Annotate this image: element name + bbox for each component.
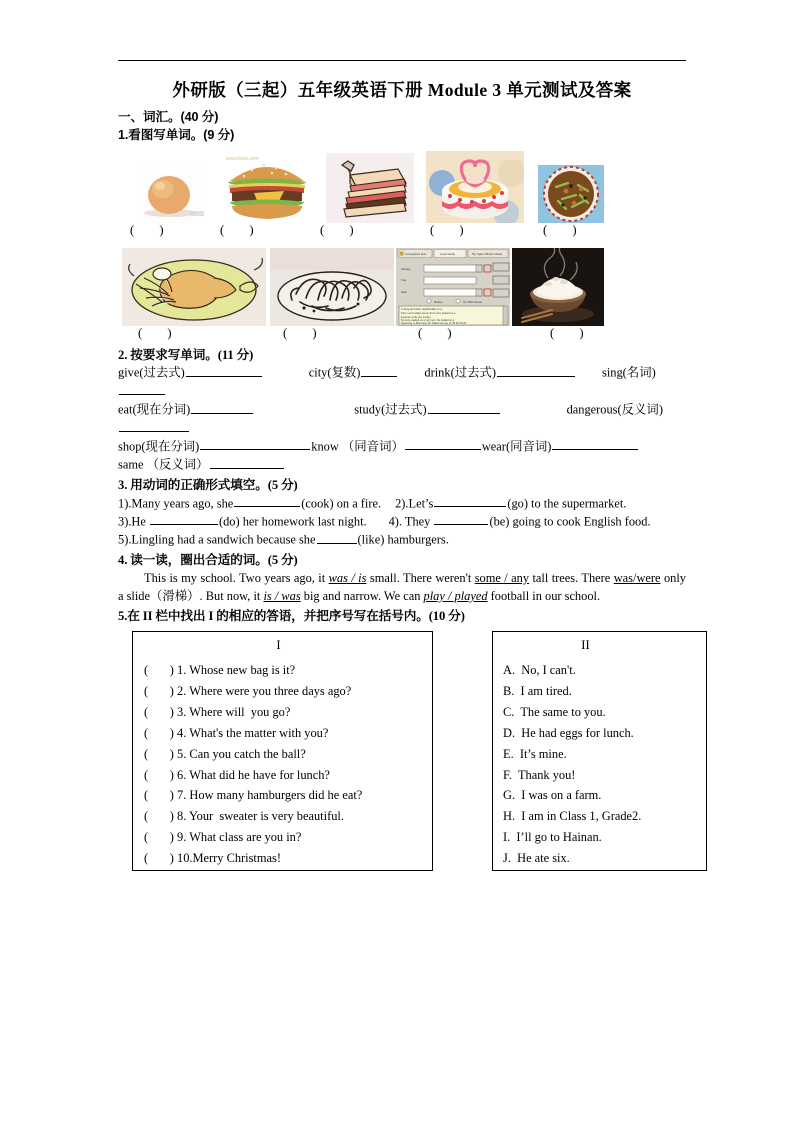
q4-text-part-4: only a slide（滑梯）. But now, it	[118, 570, 686, 603]
answer-blank-egg[interactable]: ( )	[130, 222, 164, 237]
q3-blank-1[interactable]	[234, 495, 300, 507]
q2-word-know: know	[311, 439, 339, 454]
svg-text:Native: Native	[434, 299, 443, 304]
answer-blank-sandwich[interactable]: ( )	[320, 222, 354, 237]
list-item[interactable]: A. No, I can't.	[503, 663, 576, 678]
q2-blank-eat[interactable]	[191, 401, 253, 413]
q2-word-dangerous: dangerous	[566, 402, 618, 417]
picture-soup	[538, 165, 604, 223]
picture-row-2	[118, 248, 686, 326]
picture-fish-and-chips	[122, 248, 266, 326]
q2-word-study: study	[354, 402, 382, 417]
picture-sandwich	[326, 153, 414, 223]
question-5-heading: 5.在 II 栏中找出 I 的相应的答语，并把序号写在括号内。(10 分)	[118, 608, 465, 623]
q3-line-1	[118, 495, 686, 513]
q3-blank-3[interactable]	[150, 513, 218, 525]
svg-text:Returning to Mac have for Sall: Returning to Mac have for Sallied ste are 12 00 40 44 20	[401, 321, 467, 325]
q2-blank-drink[interactable]	[497, 364, 575, 376]
q2-word-city: city	[308, 365, 328, 380]
q3-item-5-after: (like) hamburgers.	[357, 532, 449, 547]
q3-item-2-num: 2).	[395, 496, 409, 510]
q4-choice-1[interactable]: was / is	[328, 570, 367, 585]
q3-item-2-after: (go) to the supermarket.	[507, 496, 627, 510]
picture-egg	[136, 161, 208, 223]
q2-blank-shop[interactable]	[200, 438, 310, 450]
svg-text:My Spam Block Check: My Spam Block Check	[472, 251, 503, 256]
svg-text:Tue: Tue	[401, 277, 407, 282]
header-rule	[118, 60, 686, 61]
page-title: 外研版（三起）五年级英语下册 Module 3 单元测试及答案	[172, 80, 632, 100]
q2-form-dangerous: (反义词)	[617, 402, 663, 417]
question-3-heading: 3. 用动词的正确形式填空。(5 分)	[118, 477, 298, 492]
q2-blank-wear[interactable]	[552, 438, 638, 450]
q2-form-know: （同音词）	[341, 439, 404, 454]
answer-blank-software-dialog[interactable]: ( )	[418, 325, 452, 340]
q2-line-1	[118, 364, 686, 401]
answer-blank-soup[interactable]: ( )	[543, 222, 577, 237]
q3-item-4-before: They	[404, 514, 431, 529]
q2-form-shop: (现在分词)	[141, 439, 200, 454]
list-item[interactable]: F. Thank you!	[503, 767, 576, 782]
q2-line-2	[118, 401, 686, 438]
q4-text-part-5: big and narrow. We can	[300, 588, 424, 603]
q3-line-3	[118, 531, 686, 549]
q4-text-part-2: small. There weren't	[366, 570, 475, 585]
q3-item-5-num: 5).	[118, 532, 132, 547]
q2-blank-sing[interactable]	[119, 383, 165, 395]
svg-text:Sam: Sam	[401, 289, 408, 294]
list-item[interactable]: B. I am tired.	[503, 684, 572, 699]
answer-blank-rice[interactable]: ( )	[550, 325, 584, 340]
q2-blank-give[interactable]	[186, 364, 262, 376]
q2-blank-dangerous[interactable]	[119, 420, 189, 432]
q3-item-4-num: 4).	[388, 514, 403, 529]
picture-hamburger	[218, 151, 316, 223]
picture-row-1-answers	[118, 223, 686, 242]
list-item[interactable]: ( ) 6. What did he have for lunch?	[144, 767, 330, 782]
q3-item-2-before: Let’s	[408, 496, 434, 510]
svg-text:Express verify you sneigo: Express verify you sneigo	[401, 315, 431, 319]
svg-text:Is Drag and other rapidfire/fa: Is Drag and other rapidfire/fast on q	[401, 307, 442, 311]
list-item[interactable]: ( ) 7. How many hamburgers did he eat?	[144, 788, 363, 803]
answer-blank-fish-and-chips[interactable]: ( )	[138, 325, 172, 340]
q3-item-4-after: (be) going to cook English food.	[489, 514, 651, 529]
q2-word-give: give	[118, 365, 140, 380]
answer-blank-hamburger[interactable]: ( )	[220, 222, 254, 237]
section-1-heading: 一、词汇。(40 分)	[118, 109, 219, 124]
q2-form-sing: (名词)	[622, 365, 656, 380]
question-2-heading: 2. 按要求写单词。(11 分)	[118, 347, 254, 362]
svg-text:www.food.com: www.food.com	[226, 155, 259, 162]
list-item[interactable]: H. I am in Class 1, Grade2.	[503, 809, 642, 824]
q4-choice-2[interactable]: some / any	[474, 570, 530, 585]
list-item[interactable]: ( ) 4. What's the matter with you?	[144, 725, 329, 740]
q2-line-4	[118, 456, 686, 474]
q2-word-eat: eat	[118, 402, 133, 417]
list-item[interactable]: E. It’s mine.	[503, 746, 567, 761]
svg-text:Always: Always	[401, 266, 411, 271]
q3-item-5-before: Lingling had a sandwich because she	[131, 532, 316, 547]
q2-word-drink: drink	[424, 365, 451, 380]
list-item[interactable]: ( ) 9. What class are you in?	[144, 830, 302, 845]
q4-text-part-6: football in our school.	[487, 588, 601, 603]
q4-choice-4[interactable]: is / was	[263, 588, 301, 603]
picture-rice	[512, 248, 604, 326]
q4-choice-5[interactable]: play / played	[423, 588, 488, 603]
picture-row-2-answers	[118, 326, 686, 345]
page-content	[118, 60, 686, 873]
list-item[interactable]: ( ) 1. Whose new bag is it?	[144, 663, 296, 678]
q4-choice-3[interactable]: was/were	[613, 570, 661, 585]
q2-form-wear: (同音词)	[505, 439, 552, 454]
list-item[interactable]: ( ) 5. Can you catch the ball?	[144, 746, 306, 761]
picture-noodles	[270, 248, 394, 326]
picture-software-dialog	[396, 248, 510, 326]
q2-word-shop: shop	[118, 439, 142, 454]
q3-item-1-before: Many years ago, she	[131, 496, 234, 510]
list-item[interactable]: ( ) 8. Your sweater is very beautiful.	[144, 809, 344, 824]
q2-form-drink: (过去式)	[450, 365, 497, 380]
q2-blank-study[interactable]	[428, 401, 500, 413]
list-item[interactable]: D. He had eggs for lunch.	[503, 725, 634, 740]
svg-text:Unsupplied feat: Unsupplied feat	[405, 251, 426, 256]
q4-passage	[118, 570, 686, 606]
svg-text:Nt unity retaited on q very ta: Nt unity retaited on q very tact. No stalled on q	[401, 318, 455, 322]
picture-cake	[426, 151, 524, 223]
q2-word-sing: sing	[602, 365, 623, 380]
svg-text:Load Verify: Load Verify	[440, 251, 456, 256]
q2-form-city: (复数)	[327, 365, 361, 380]
list-item[interactable]: I. I’ll go to Hainan.	[503, 830, 602, 845]
q3-blank-5[interactable]	[317, 531, 357, 543]
list-item[interactable]: ( ) 2. Where were you three days ago?	[144, 684, 352, 699]
q2-blank-know[interactable]	[405, 438, 481, 450]
question-4-heading: 4. 读一读，圈出合适的词。(5 分)	[118, 552, 298, 567]
q2-form-eat: (现在分词)	[132, 402, 191, 417]
q3-item-1-after: (cook) on a fire.	[301, 496, 382, 510]
picture-row-1	[118, 151, 686, 223]
q3-item-3-before: He	[131, 514, 146, 529]
svg-text:Post I and nolasp server for t: Post I and nolasp server for to item statied on o	[401, 311, 456, 315]
q3-item-1-num: 1).	[118, 496, 132, 510]
list-item[interactable]: C. The same to you.	[503, 705, 606, 720]
q3-blank-2[interactable]	[434, 495, 506, 507]
q3-item-3-num: 3).	[118, 514, 132, 529]
q2-blank-same[interactable]	[210, 456, 284, 468]
q4-text-part-1: This is my school. Two years ago, it	[144, 570, 329, 585]
column-1-title: I	[276, 638, 281, 653]
question-1-heading: 1.看图写单词。(9 分)	[118, 127, 235, 142]
svg-text:On 500 rascal: On 500 rascal	[463, 299, 482, 304]
answer-blank-noodles[interactable]: ( )	[283, 325, 317, 340]
list-item[interactable]: ( ) 10.Merry Christmas!	[144, 850, 281, 865]
matching-column-2	[492, 631, 707, 871]
list-item[interactable]: G. I was on a farm.	[503, 788, 602, 803]
q3-blank-4[interactable]	[434, 513, 488, 525]
q2-blank-city[interactable]	[361, 364, 397, 376]
list-item[interactable]: ( ) 3. Where will you go?	[144, 705, 291, 720]
q2-form-study: (过去式)	[381, 402, 427, 417]
q2-line-3	[118, 438, 686, 456]
matching-column-1	[132, 631, 433, 871]
matching-exercise	[118, 631, 686, 873]
list-item[interactable]: J. He ate six.	[503, 850, 570, 865]
q3-item-3-after: (do) her homework last night.	[218, 514, 367, 529]
q2-form-same: （反义词）	[146, 457, 209, 472]
q2-word-wear: wear	[481, 439, 506, 454]
q2-form-give: (过去式)	[139, 365, 185, 380]
q4-text-part-3: tall trees. There	[529, 570, 614, 585]
column-2-title: II	[581, 638, 590, 653]
q2-word-same: same	[118, 457, 144, 472]
q3-line-2	[118, 513, 686, 531]
answer-blank-cake[interactable]: ( )	[430, 222, 464, 237]
